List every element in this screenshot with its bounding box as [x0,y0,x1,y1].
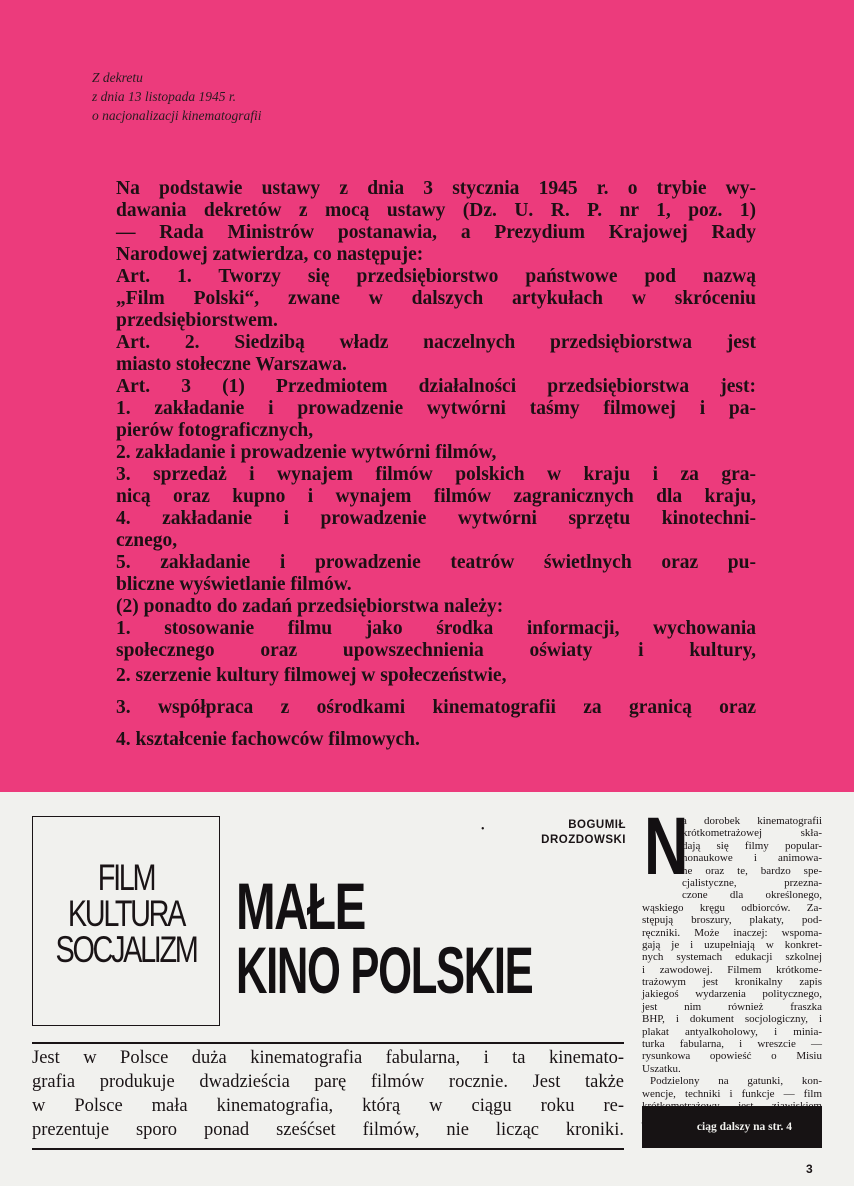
article-column [642,815,822,1125]
decree-line: 2. szerzenie kultury filmowej w społeczeństwie, [116,665,507,686]
lead-divider [32,1042,624,1044]
series-logo-box [32,816,220,1026]
drop-cap: N [644,801,689,892]
author-first-name: BOGUMIŁ [568,819,626,831]
column-line: jest nim również fraszka [642,1000,822,1013]
column-line: wąskiego kręgu odbiorców. Za- [642,901,822,914]
title-line: MAŁE [236,869,365,943]
decree-line: miasto stołeczne Warszawa. [116,354,347,375]
column-line: ne oraz te, bardzo spe- [682,864,822,877]
column-line: stępują broszury, plakaty, pod- [642,914,822,927]
decree-line: Narodowej zatwierdza, co następuje: [116,244,424,265]
author-byline [520,818,626,848]
decree-line: (2) ponadto do zadań przedsiębiorstwa należy: [116,596,504,617]
decree-line: 2. zakładanie i prowadzenie wytwórni filmów, [116,442,497,463]
decree-line: przedsiębiorstwem. [116,310,278,331]
column-line: krótkometrażowej skła- [682,827,822,840]
decree-line: Art. 2. Siedzibą władz naczelnych przedsiębiorstwa jest [116,332,756,353]
decree-line: 3. sprzedaż i wynajem filmów polskich w kraju i za gra- [116,464,756,485]
dot-mark: • [481,824,485,835]
article-title [236,869,626,1007]
column-line: dają się filmy popular- [682,839,822,852]
decree-line: 1. stosowanie filmu jako środka informacji, wychowania [116,618,756,639]
decree-line: dawania dekretów z mocą ustawy (Dz. U. R. P. nr 1, poz. 1) [116,200,756,221]
column-line: plakat antyalkoholowy, i minia- [642,1025,822,1038]
decree-line: Art. 3 (1) Przedmiotem działalności przedsiębiorstwa jest: [116,376,756,397]
column-line: BHP, i dokument socjologiczny, i [642,1013,822,1026]
column-line: cjalistyczne, przezna- [682,876,822,889]
logo-word: KULTURA [67,893,185,934]
column-line: a dorobek kinematografii [682,815,822,827]
decree-line: społecznego oraz upowszechnienia oświaty i kultury, [116,640,756,661]
title-line: KINO POLSKIE [236,933,533,1007]
decree-note-line: z dnia 13 listopada 1945 r. [92,89,237,104]
page-number: 3 [806,1162,813,1176]
lead-line: prezentuje sporo ponad sześćset filmów, nie licząc kroniki. [32,1120,624,1140]
lead-line: Jest w Polsce duża kinematografia fabularna, i ta kinemato- [32,1048,624,1068]
decree-line: 4. kształcenie fachowców filmowych. [116,729,420,750]
lead-line: w Polsce mała kinematografia, którą w ciągu roku re- [32,1096,624,1116]
column-line: wencje, techniki i funkcje — film [642,1087,822,1100]
column-line: rysunkowa opowieść o Misiu [642,1050,822,1063]
column-line: nych systemach edukacji szkolnej [642,951,822,964]
decree-note-line: Z dekretu [92,70,143,85]
column-line: turka fabularna, i wreszcie — [642,1038,822,1051]
continued-label: ciąg dalszy na str. 4 [696,1121,792,1133]
decree-note-line: o nacjonalizacji kinematografii [92,108,262,123]
column-line: nonaukowe i animowa- [682,852,822,865]
decree-line: „Film Polski“, zwane w dalszych artykułach w skróceniu [116,288,756,309]
continued-on-page-box [642,1106,822,1148]
lead-divider [32,1148,624,1150]
decree-line: bliczne wyświetlanie filmów. [116,574,352,595]
decree-line: 3. współpraca z ośrodkami kinematografii za granicą oraz [116,697,756,718]
decree-line: — Rada Ministrów postanawia, a Prezydium Krajowej Rady [116,222,756,243]
logo-word: FILM [97,857,155,898]
logo-word: SOCJALIZM [55,929,197,970]
decree-line: 5. zakładanie i prowadzenie teatrów świetlnych oraz pu- [116,552,756,573]
column-line: czone dla określonego, [682,889,822,902]
column-line: jakiegoś wydarzenia politycznego, [642,988,822,1001]
decree-note [92,68,392,125]
decree-line: Art. 1. Tworzy się przedsiębiorstwo państwowe pod nazwą [116,266,756,287]
decree-text [116,178,756,751]
column-line: Uszatku. [642,1062,681,1075]
column-line: Podzielony na gatunki, kon- [650,1075,822,1088]
article-lead [32,1046,624,1142]
column-line: trażowym jest kronikalny zapis [642,976,822,989]
lead-line: grafia produkuje dwadzieścia parę filmów rocznie. Jest także [32,1072,624,1092]
decree-line: cznego, [116,530,178,551]
column-line: gają je i uzupełniają w konkret- [642,938,822,951]
decree-line: 1. zakładanie i prowadzenie wytwórni taśmy filmowej i pa- [116,398,756,419]
decree-line: nicą oraz kupno i wynajem filmów zagranicznych dla kraju, [116,486,756,507]
author-last-name: DROZDOWSKI [541,834,626,846]
column-line: i zawodowej. Filmem krótkome- [642,963,822,976]
column-line: ręczniki. Może inaczej: wspoma- [642,926,822,939]
decree-line: Na podstawie ustawy z dnia 3 stycznia 1945 r. o trybie wy- [116,178,756,199]
decree-line: 4. zakładanie i prowadzenie wytwórni sprzętu kinotechni- [116,508,756,529]
decree-line: pierów fotograficznych, [116,420,314,441]
